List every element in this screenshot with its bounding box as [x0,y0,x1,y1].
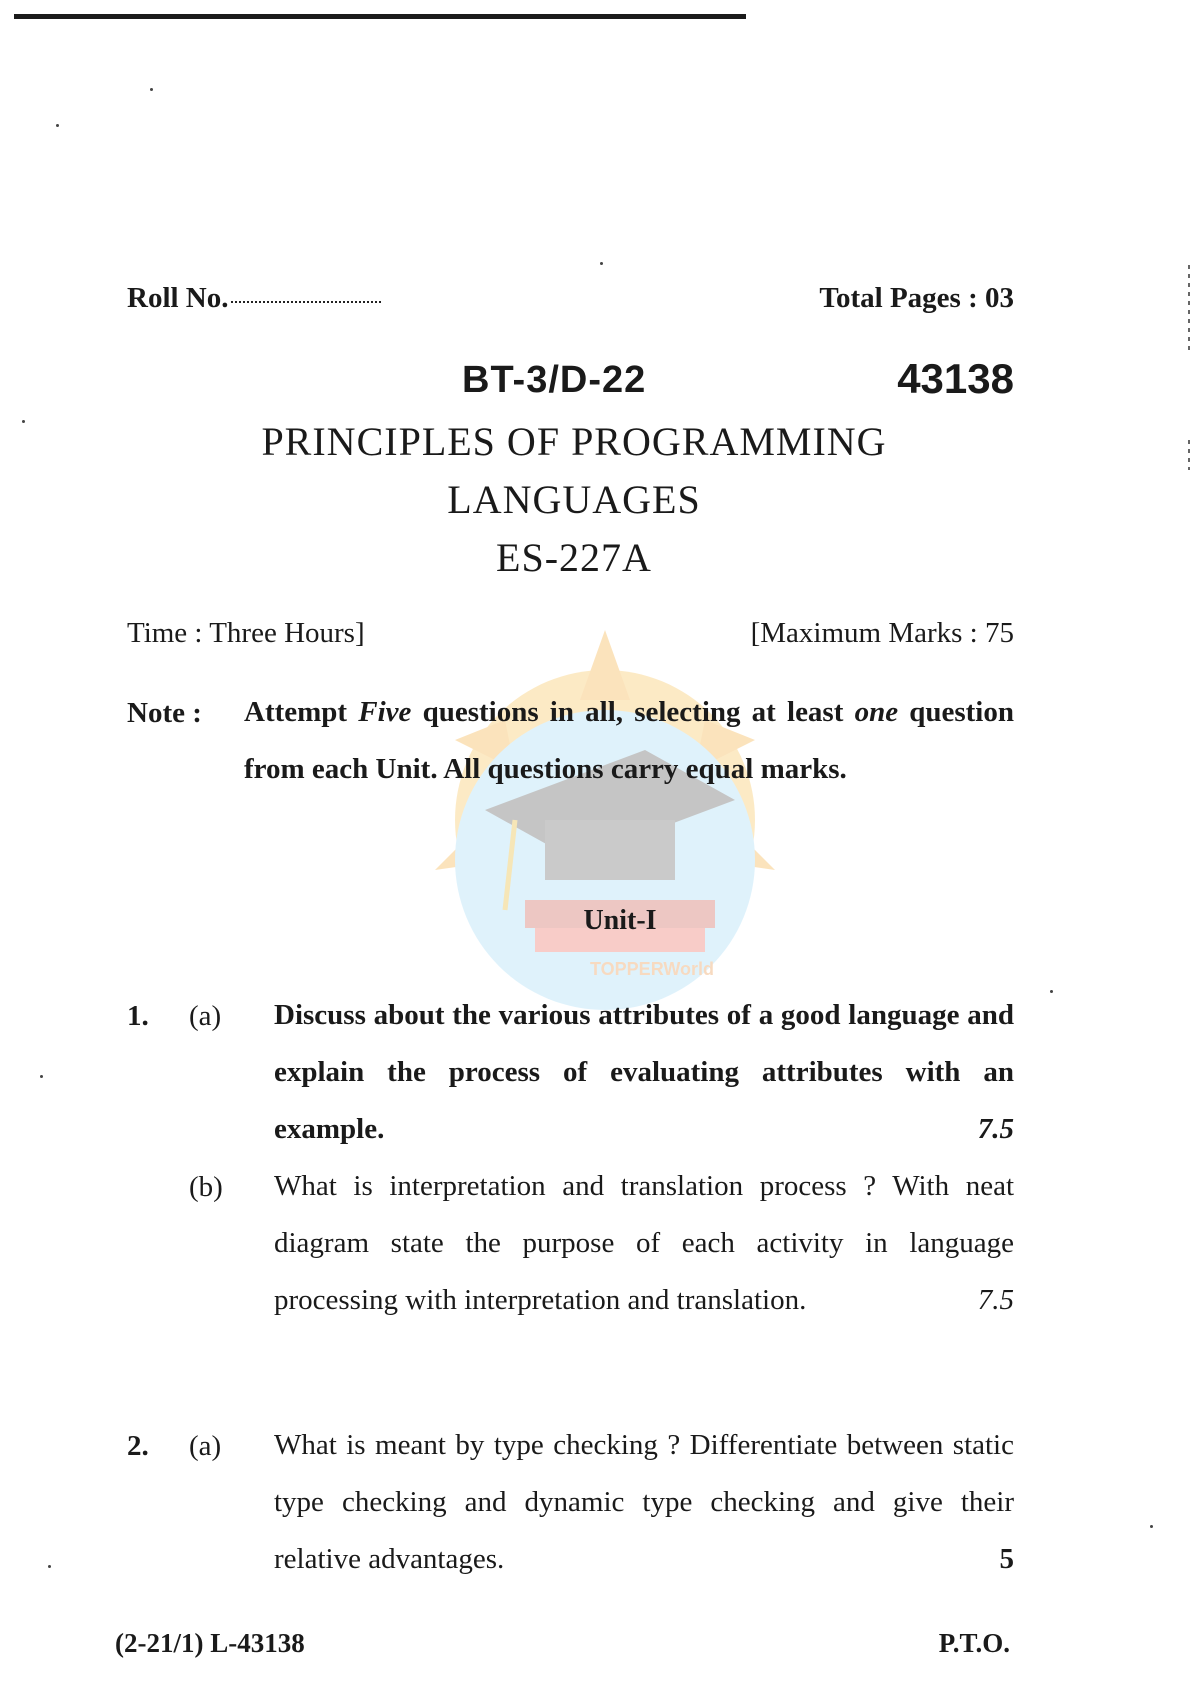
exam-code: BT-3/D-22 [462,359,647,401]
part-label: (a) [189,1430,222,1462]
scan-top-rule [14,14,746,19]
note-emphasis-one: one [854,696,899,728]
part-text-body: Discuss about the various attributes of a good language and explain the process of evaluating attributes with an example. [274,999,1014,1145]
part-text [274,1158,1014,1329]
part-marks: 5 [999,1543,1014,1575]
paper-number: 43138 [897,355,1014,402]
part-text [274,1417,1014,1588]
maximum-marks: [Maximum Marks : 75 [750,617,1014,649]
question-number: 2. [127,1430,149,1462]
note-label: Note : [127,697,202,729]
paper-title-line1: PRINCIPLES OF PROGRAMMING [261,419,887,464]
watermark-text: TOPPERWorld [590,959,715,979]
course-code: ES-227A [496,535,652,580]
question-number: 1. [127,1000,149,1032]
roll-no-label: Roll No. [127,282,229,314]
note-text-part: questions in all, selecting at least [411,696,855,728]
roll-no-blank [231,301,381,303]
note-text-part: question from each Unit. All questions carry equal marks. [244,696,1014,785]
scan-speck [150,88,153,91]
part-marks: 7.5 [977,1113,1014,1145]
scan-speck [48,1565,51,1568]
scan-speck [56,124,59,127]
part-text-body: What is meant by type checking ? Differentiate between static type checking and dynamic type checking and give their relative advantages. [274,1429,1014,1575]
unit-heading: Unit-I [583,905,657,936]
part-label: (b) [189,1171,223,1203]
part-text [274,987,1014,1158]
part-text-body: What is interpretation and translation process ? With neat diagram state the purpose of each activity in language processing with interpretation and translation. [274,1170,1014,1316]
scan-speck [40,1075,43,1078]
scan-speck [1150,1525,1153,1528]
exam-duration: Time : Three Hours] [127,617,365,649]
part-marks: 7.5 [977,1284,1014,1316]
paper-header [127,282,1014,315]
part-label: (a) [189,1000,222,1032]
scan-speck [1050,990,1053,993]
watermark-logo [395,620,815,1040]
exam-code-row [0,355,1200,405]
total-pages: Total Pages : 03 [819,282,1014,314]
note-text [244,684,1014,798]
exam-meta [127,617,1014,650]
scan-speck [600,262,603,265]
note-text-part: Attempt [244,696,359,728]
scan-edge-mark [1188,440,1190,470]
footer-paper-code: (2-21/1) L-43138 [115,1628,305,1658]
note-emphasis-five: Five [358,696,412,728]
footer-pto: P.T.O. [938,1628,1010,1658]
roll-no-field [127,282,381,315]
scan-edge-mark [1188,265,1190,355]
paper-title-line2: LANGUAGES [447,477,701,522]
